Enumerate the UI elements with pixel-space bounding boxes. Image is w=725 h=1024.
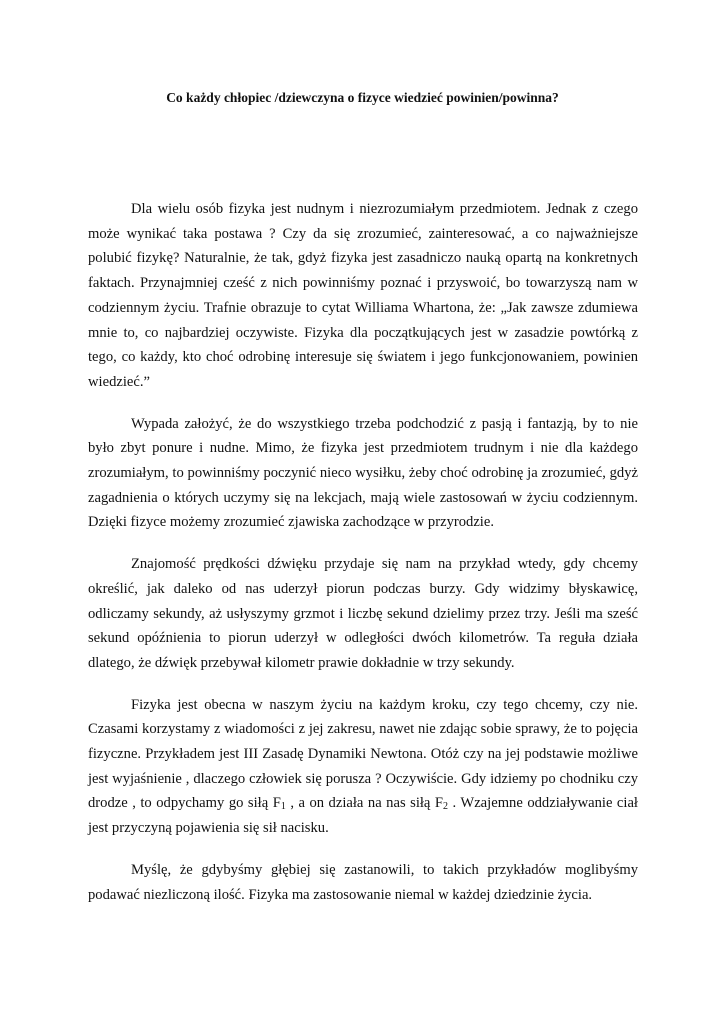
paragraph-4 xyxy=(88,693,638,841)
paragraph-4-text-a: Fizyka jest obecna w naszym życiu na każdym kroku, czy tego chcemy, czy nie. Czasami korzystamy z wiadomości z jej zakresu, nawet nie zdając sobie sprawy, że to pojęcia fizyczne. Przykładem jest III Zasadę Dynamiki Newtona. Otóż czy na jej podstawie możliwe jest wyjaśnienie , dlaczego człowiek się porusza ? Oczywiście. Gdy idziemy po chodniku czy drodze , to odpychamy go siłą F xyxy=(88,696,638,812)
paragraph-5: Myślę, że gdybyśmy głębiej się zastanowili, to takich przykładów moglibyśmy podawać niezliczoną ilość. Fizyka ma zastosowanie niemal w każdej dziedzinie życia. xyxy=(88,861,638,903)
paragraph-1: Dla wielu osób fizyka jest nudnym i niezrozumiałym przedmiotem. Jednak z czego może wynikać taka postawa ? Czy da się zrozumieć, zainteresować, a co najważniejsze polubić fizykę? Naturalnie, że tak, gdyż fizyka jest zasadniczo nauką opartą na konkretnych faktach. Przynajmniej cześć z nich powinniśmy poznać i przyswoić, bo towarzyszą nam w codziennym życiu. Trafnie obrazuje to cytat Williama Whartona, że: „Jak zawsze zdumiewa mnie to, co najbardziej oczywiste. Fizyka dla początkujących jest w zasadzie powtórką z tego, co każdy, kto choć odrobinę interesuje się światem i jego funkcjonowaniem, powinien wiedzieć.” xyxy=(88,201,638,390)
paragraph-2: Wypada założyć, że do wszystkiego trzeba podchodzić z pasją i fantazją, by to nie było zbyt ponure i nudne. Mimo, że fizyka jest przedmiotem trudnym i nie dla każdego zrozumiałym, to powinniśmy poczynić nieco wysiłku, żeby choć odrobinę ja zrozumieć, gdyż zagadnienia o których uczymy się na lekcjach, mają wiele zastosowań w życiu codziennym. Dzięki fizyce możemy zrozumieć zjawiska zachodzące w przyrodzie. xyxy=(88,415,638,531)
force-subscript-1: 1 xyxy=(280,801,286,813)
document-body xyxy=(88,197,638,924)
document-title: Co każdy chłopiec /dziewczyna o fizyce wiedzieć powinien/powinna? xyxy=(166,90,559,105)
paragraph-4-text-c: . Wzajemne oddziaływanie ciał jest przyczyną pojawienia się sił nacisku. xyxy=(88,795,638,837)
paragraph-4-text-b: , a on działa na nas siłą F xyxy=(285,795,444,812)
force-subscript-2: 2 xyxy=(443,801,449,813)
paragraph-3: Znajomość prędkości dźwięku przydaje się nam na przykład wtedy, gdy chcemy określić, jak daleko od nas uderzył piorun podczas burzy. Gdy widzimy błyskawicę, odliczamy sekundy, aż usłyszymy grzmot i liczbę sekund dzielimy przez trzy. Jeśli ma sześć sekund opóźnienia to piorun uderzył w odległości dwóch kilometrów. Ta reguła działa dlatego, że dźwięk przebywał kilometr prawie dokładnie w trzy sekundy. xyxy=(88,556,638,671)
